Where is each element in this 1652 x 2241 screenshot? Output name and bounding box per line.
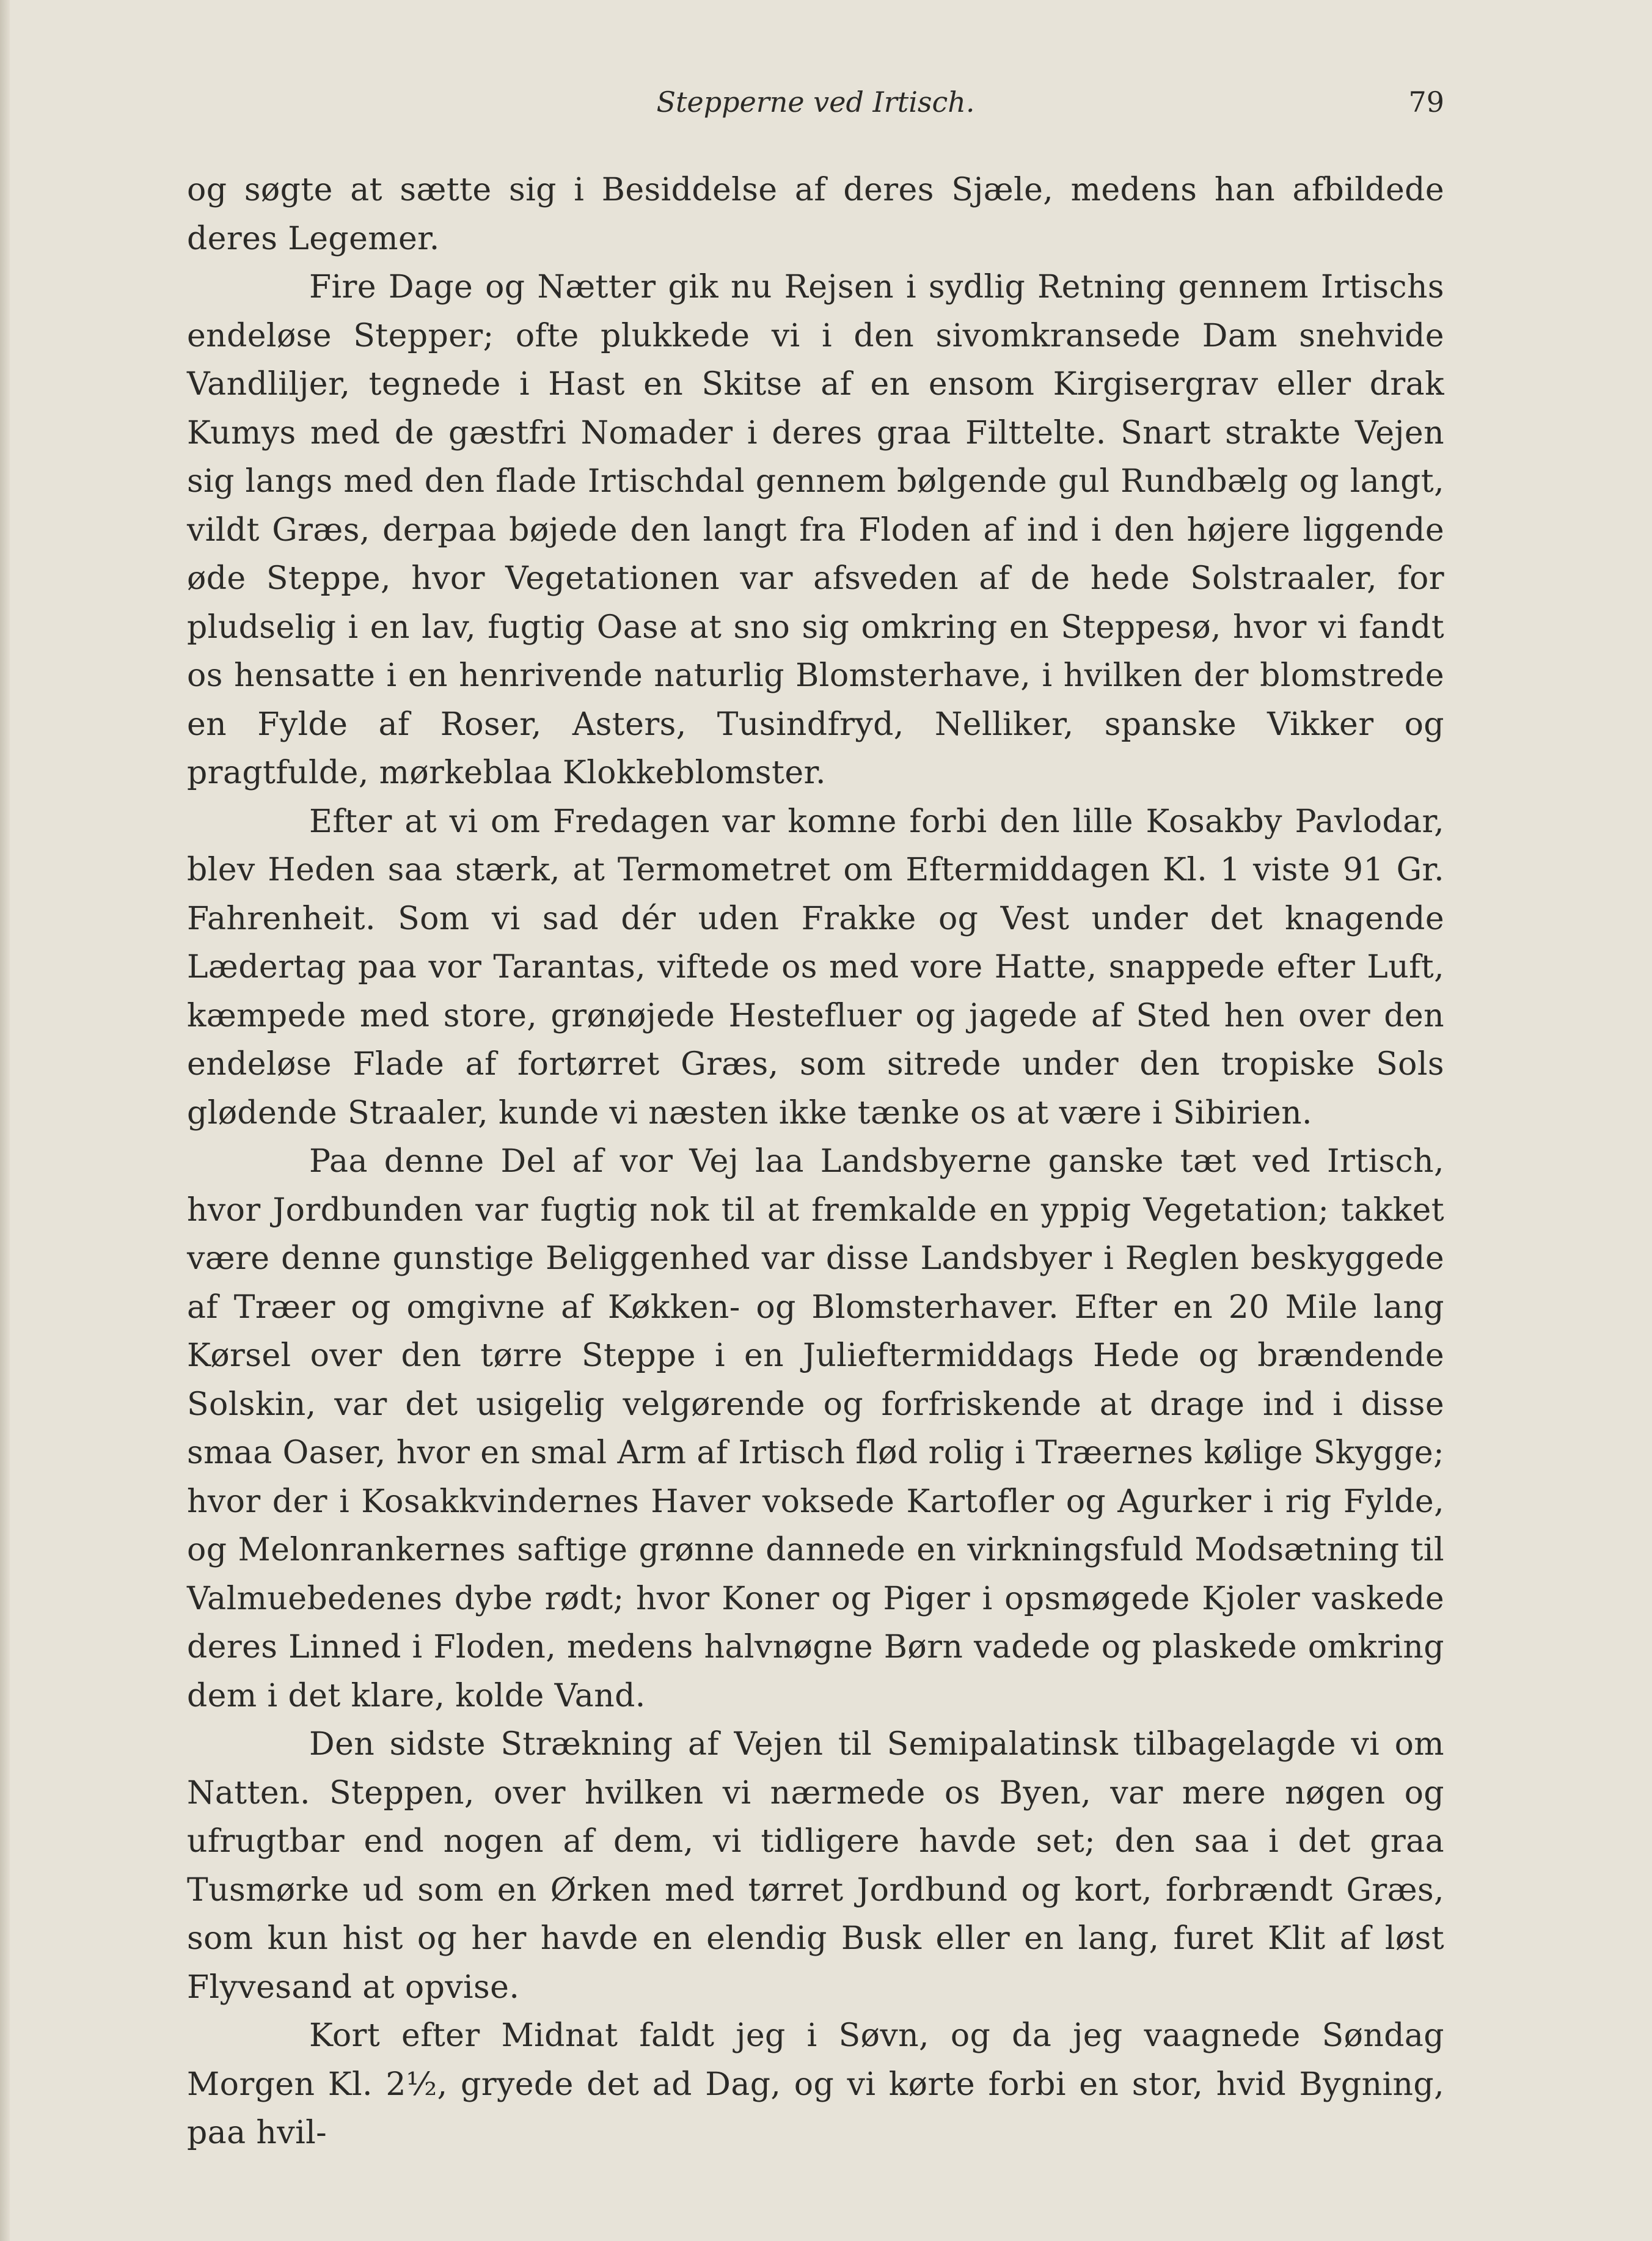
- page-spine-shadow: [0, 0, 10, 2241]
- paragraph: Paa denne Del af vor Vej laa Landsbyerne ganske tæt ved Irtisch, hvor Jordbunden var fugtig nok til at fremkalde en yppig Vegetation; takket være denne gunstige Beliggenhed var disse Landsbyer i Reglen beskyggede af Træer og omgivne af Køkken- og Blomsterhaver. Efter en 20 Mile lang Kørsel over den tørre Steppe i en Julieftermiddags Hede og brændende Solskin, var det usigelig velgørende og forfriskende at drage ind i disse smaa Oaser, hvor en smal Arm af Irtisch flød rolig i Træernes kølige Skygge; hvor der i Kosakkvindernes Haver voksede Kartofler og Agurker i rig Fylde, og Melonrankernes saftige grønne dannede en virkningsfuld Modsætning til Valmuebedenes dybe rødt; hvor Koner og Piger i opsmøgede Kjoler vaskede deres Linned i Floden, medens halvnøgne Børn vadede og plaskede omkring dem i det klare, kolde Vand.: [187, 1143, 1444, 1714]
- page-number: 79: [1408, 86, 1444, 119]
- paragraph: Den sidste Strækning af Vejen til Semipalatinsk tilbagelagde vi om Natten. Steppen, over hvilken vi nærmede os Byen, var mere nøgen og ufrugtbar end nogen af dem, vi tidligere havde set; den saa i det graa Tusmørke ud som en Ørken med tørret Jordbund og kort, forbrændt Græs, som kun hist og her havde en elendig Busk eller en lang, furet Klit af løst Flyvesand at opvise.: [187, 1726, 1444, 2006]
- paragraph: Fire Dage og Nætter gik nu Rejsen i sydlig Retning gennem Irtischs endeløse Stepper; ofte plukkede vi i den sivomkransede Dam snehvide Vandliljer, tegnede i Hast en Skitse af en ensom Kirgisergrav eller drak Kumys med de gæstfri Nomader i deres graa Filttelte. Snart strakte Vejen sig langs med den flade Irtischdal gennem bølgende gul Rundbælg og langt, vildt Græs, derpaa bøjede den langt fra Floden af ind i den højere liggende øde Steppe, hvor Vegetationen var afsveden af de hede Solstraaler, for pludselig i en lav, fugtig Oase at sno sig omkring en Steppesø, hvor vi fandt os hensatte i en henrivende naturlig Blomsterhave, i hvilken der blomstrede en Fylde af Roser, Asters, Tusindfryd, Nelliker, spanske Vikker og pragtfulde, mørkeblaa Klokkeblomster.: [187, 269, 1444, 791]
- paragraph: Kort efter Midnat faldt jeg i Søvn, og da jeg vaagnede Søndag Morgen Kl. 2½, gryede det ad Dag, og vi kørte forbi en stor, hvid Bygning, paa hvil-: [187, 2017, 1444, 2151]
- paragraph: Efter at vi om Fredagen var komne forbi den lille Kosakby Pavlodar, blev Heden saa stærk, at Termometret om Eftermiddagen Kl. 1 viste 91 Gr. Fahrenheit. Som vi sad dér uden Frakke og Vest under det knagende Lædertag paa vor Tarantas, viftede os med vore Hatte, snappede efter Luft, kæmpede med store, grønøjede Hestefluer og jagede af Sted hen over den endeløse Flade af fortørret Græs, som sitrede under den tropiske Sols glødende Straaler, kunde vi næsten ikke tænke os at være i Sibirien.: [187, 803, 1444, 1131]
- body-text: [187, 166, 1444, 2158]
- running-title: Stepperne ved Irtisch.: [656, 86, 975, 119]
- paragraph: og søgte at sætte sig i Besiddelse af deres Sjæle, medens han afbildede deres Legemer.: [187, 172, 1444, 257]
- page-header: [187, 86, 1444, 134]
